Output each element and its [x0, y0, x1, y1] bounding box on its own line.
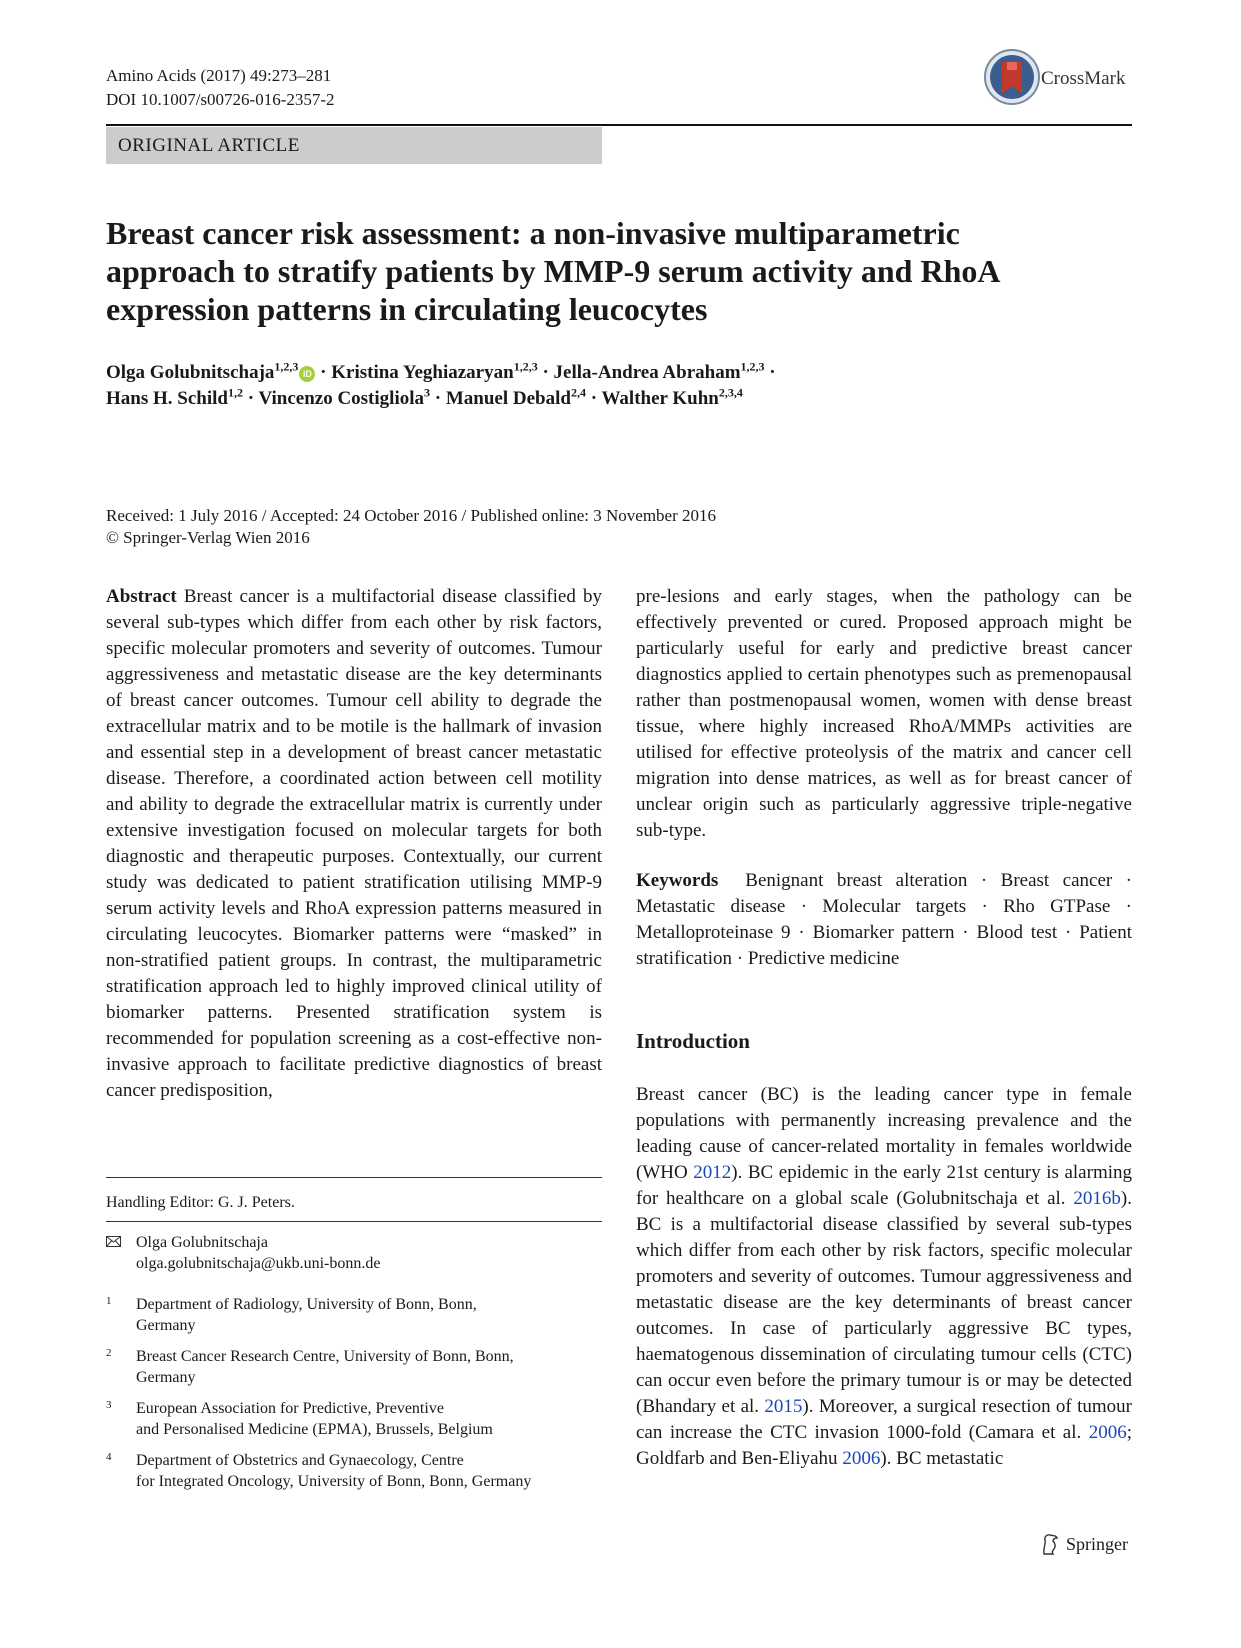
keywords-list: Benignant breast alteration · Breast cancer · Metastatic disease · Molecular targets · Rho GTPase · Metalloproteinase 9 · Biomarker pattern · Blood test · Patient stratification · Predictive medicine [636, 870, 1133, 969]
crossmark-icon [983, 48, 1041, 106]
intro-text: ). BC is a multifactorial disease classified by several sub-types which differ from each other by risk factors, specific molecular promoters and severity of outcomes. Tumour aggressiveness and metastatic disease are the key determinants of breast cancer outcomes. In case of particularly aggressive BC types, haematogenous dissemination of circulating tumour cells (CTC) can occur even before the primary tumour is or may be detected (Bhandary et al. [636, 1188, 1132, 1417]
springer-horse-icon [1040, 1532, 1060, 1556]
abstract-label: Abstract [106, 586, 177, 607]
keywords-label: Keywords [636, 870, 719, 891]
affiliation-number: 2 [106, 1347, 112, 1359]
abstract-text-left: Breast cancer is a multifactorial disease classified by several sub-types which differ from each other by risk factors, specific molecular promoters and severity of outcomes. Tumour aggressiveness and metastatic disease are the key determinants of breast cancer outcomes. Tumour cell ability to degrade the extracellular matrix and to be motile is the hallmark of invasion and essential step in a development of breast cancer metastatic disease. Therefore, a coordinated action between cell motility and ability to degrade the extracellular matrix is currently under extensive investigation focused on molecular targets for both diagnostic and therapeutic purposes. Contextually, our current study was dedicated to patient stratification utilising MMP-9 serum activity levels and RhoA expression patterns measured in circulating leucocytes. Biomarker patterns were “masked” in non-stratified patient groups. In contrast, the multiparametric stratification approach led to highly improved clinical utility of biomarker patterns. Presented stratification system is recommended for population screening as a cost-effective non-invasive approach to facilitate predictive diagnostics of breast cancer predisposition, [106, 586, 603, 1101]
citation-link[interactable]: 2016b [1073, 1188, 1121, 1209]
citation-link[interactable]: 2012 [693, 1162, 732, 1183]
affiliation-item [106, 1398, 602, 1440]
author-name[interactable]: Vincenzo Costigliola [258, 388, 425, 409]
intro-text: ). BC metastatic [880, 1448, 1004, 1469]
abstract-continued: pre-lesions and early stages, when the pathology can be effectively prevented or cured. Proposed approach might be particularly useful for early and predictive breast cancer diagnostics applied to certain phenotypes such as premenopausal rather than postmenopausal women, women with dense breast tissue, where highly increased RhoA/MMPs activities are utilised for effective proteolysis of the matrix and cancer cell migration into dense matrices, as well as for breast cancer of unclear origin such as particularly aggressive triple-negative sub-type. [636, 586, 1132, 841]
affiliation-number: 1 [106, 1295, 112, 1307]
intro-text: Breast cancer (BC) is the leading cancer type in female populations with permanently increasing prevalence and the leading cause of cancer-related mortality in females worldwide (WHO [636, 1084, 1132, 1183]
author-name[interactable]: Walther Kuhn [601, 388, 719, 409]
affiliation-item [106, 1294, 602, 1336]
author-affiliation: 1,2,3 [513, 359, 538, 374]
affiliation-item [106, 1346, 602, 1388]
introduction-paragraph [636, 1082, 1132, 1472]
affiliation-line: Department of Obstetrics and Gynaecology, Centre [136, 1452, 464, 1469]
publication-dates [106, 505, 906, 549]
author-affiliation: 1,2 [227, 385, 243, 400]
citation-link[interactable]: 2006 [1088, 1422, 1127, 1443]
right-column [636, 584, 1132, 1472]
introduction-heading: Introduction [636, 1029, 750, 1053]
citation-link[interactable]: 2015 [764, 1396, 803, 1417]
intro-text: ). Moreover, a surgical resection of tumour can increase the CTC invasion 1000-fold (Camara et al. [636, 1396, 1132, 1443]
citation-link[interactable]: 2006 [842, 1448, 881, 1469]
footnote-rule [106, 1177, 602, 1178]
author-affiliation: 3 [424, 385, 431, 400]
affiliation-line: European Association for Predictive, Preventive [136, 1400, 444, 1417]
author-affiliation: 1,2,3 [740, 359, 765, 374]
affiliation-item [106, 1450, 602, 1492]
intro-text: ; Goldfarb and Ben-Eliyahu [636, 1422, 1132, 1469]
journal-header [106, 64, 335, 112]
article-title: Breast cancer risk assessment: a non-invasive multiparametric approach to stratify patients by MMP-9 serum activity and RhoA expression patterns in circulating leucocytes [106, 215, 999, 327]
affiliation-line: Germany [136, 1369, 196, 1386]
left-column [106, 584, 602, 1104]
author-name[interactable]: Hans H. Schild [106, 388, 228, 409]
intro-text: ). BC epidemic in the early 21st century is alarming for healthcare on a global scale (Golubnitschaja et al. [636, 1162, 1132, 1209]
author-list: Olga Golubnitschaja$^{1,2,3}$iD · Kristina Yeghiazaryan$^{1,2,3}$ · Jella-Andrea Abraham$^{1,2,3}$ · Hans H. Schild$^{1,2}$ · Vincenzo Costigliola$^3$ · Manuel Debald$^{2,4}$ · Walther Kuhn$^{2,3,4}$ [106, 359, 776, 409]
copyright: © Springer-Verlag Wien 2016 [106, 528, 310, 547]
crossmark-label: CrossMark [1041, 68, 1126, 89]
orcid-icon[interactable]: iD [299, 366, 315, 382]
affiliation-line: and Personalised Medicine (EPMA), Brussels, Belgium [136, 1421, 493, 1438]
history-dates: Received: 1 July 2016 / Accepted: 24 October 2016 / Published online: 3 November 2016 [106, 506, 716, 525]
publisher-logo [1040, 1532, 1140, 1558]
handling-editor: Handling Editor: G. J. Peters. [106, 1194, 295, 1211]
affiliation-number: 3 [106, 1399, 112, 1411]
affiliation-number: 4 [106, 1451, 112, 1463]
author-affiliation: 2,4 [570, 385, 586, 400]
keywords-paragraph [636, 868, 1132, 972]
journal-citation: Amino Acids (2017) 49:273–281 [106, 66, 332, 85]
affiliation-line: Department of Radiology, University of Bonn, Bonn, [136, 1296, 477, 1313]
abstract-paragraph [106, 584, 602, 1104]
affiliation-line: Germany [136, 1317, 196, 1334]
author-name[interactable]: Kristina Yeghiazaryan [331, 362, 514, 383]
corresponding-author [106, 1232, 602, 1274]
author-affiliation: 1,2,3 [274, 359, 299, 374]
footnote-rule [106, 1221, 602, 1222]
article-type-banner: ORIGINAL ARTICLE [106, 127, 602, 164]
author-name[interactable]: Jella-Andrea Abraham [553, 362, 741, 383]
corresponding-name: Olga Golubnitschaja [136, 1234, 268, 1251]
header-rule [106, 124, 1132, 126]
doi[interactable]: DOI 10.1007/s00726-016-2357-2 [106, 90, 335, 109]
envelope-icon [106, 1236, 121, 1247]
affiliation-line: for Integrated Oncology, University of Bonn, Bonn, Germany [136, 1473, 532, 1490]
publisher-name: Springer [1066, 1534, 1128, 1554]
corresponding-email[interactable]: olga.golubnitschaja@ukb.uni-bonn.de [136, 1255, 381, 1272]
crossmark-badge[interactable] [983, 48, 1133, 108]
affiliation-line: Breast Cancer Research Centre, University of Bonn, Bonn, [136, 1348, 514, 1365]
author-name[interactable]: Manuel Debald [445, 388, 571, 409]
author-name[interactable]: Olga Golubnitschaja [106, 362, 275, 383]
author-affiliation: 2,3,4 [718, 385, 743, 400]
